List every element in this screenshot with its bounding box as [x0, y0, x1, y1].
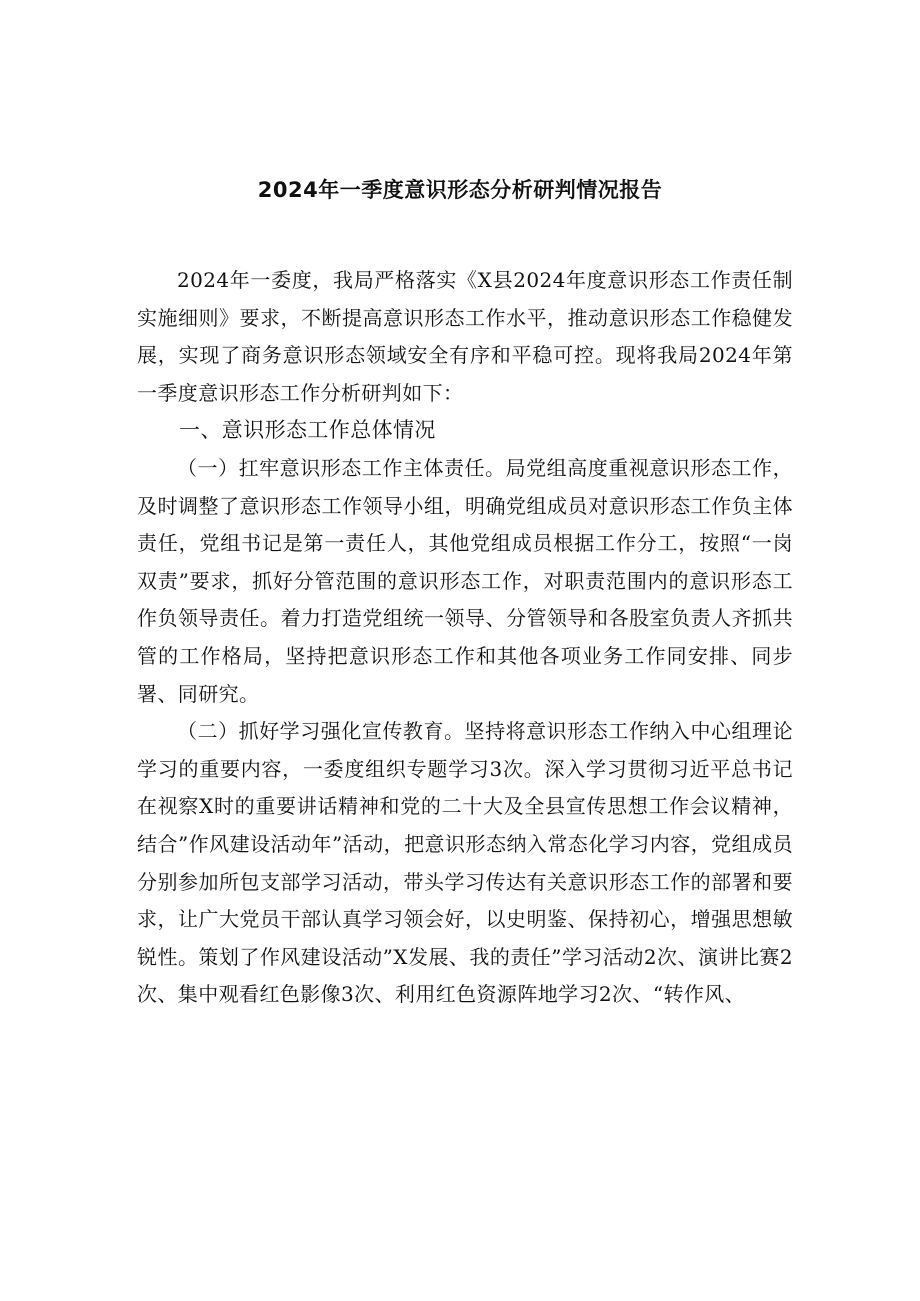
paragraph-study-text: 坚持将意识形态工作纳入中心组理论学习的重要内容，一委度组织专题学习3次。深入学习贯彻习近平总书记在视察X时的重要讲话精神和党的二十大及全县宣传思想工作会议精神，结合”作风建设活动年”活动，把意识形态纳入常态化学习内容，党组成员分别参加所包支部学习活动，带头学习传达有关意识形态工作的部署和要求，让广大党员干部认真学习领会好，以史明鉴、保持初心，增强思想敏锐性。策划了作风建设活动”X发展、我的责任”学习活动2次、演讲比赛2次、集中观看红色影像3次、利用红色资源阵地学习2次、“转作风、 — [137, 719, 793, 1007]
subheading-study: （二）抓好学习强化宣传教育。 — [177, 719, 465, 744]
paragraph-responsibility-text: 局党组高度重视意识形态工作，及时调整了意识形态工作领导小组，明确党组成员对意识形态工作负主体责任，党组书记是第一责任人，其他党组成员根据工作分工，按照“一岗双责”要求，抓好分管范围的意识形态工作，对职责范围内的意识形态工作负领导责任。着力打造党组统一领导、分管领导和各股室负责人齐抓共管的工作格局，坚持把意识形态工作和其他各项业务工作同安排、同步署、同研究。 — [137, 455, 793, 706]
section-heading: 一、意识形态工作总体情况 — [179, 418, 436, 443]
paragraph-study — [137, 713, 793, 1014]
paragraph-responsibility — [137, 450, 793, 713]
document-body — [137, 262, 793, 1014]
subheading-responsibility: （一）扛牢意识形态工作主体责任。 — [177, 455, 506, 480]
intro-paragraph: 2024年一委度，我局严格落实《X县2024年度意识形态工作责任制实施细则》要求，不断提高意识形态工作水平，推动意识形态工作稳健发展，实现了商务意识形态领域安全有序和平稳可控。现将我局2024年第一季度意识形态工作分析研判如下： — [137, 268, 793, 405]
document-title: 2024年一季度意识形态分析研判情况报告 — [257, 178, 663, 202]
